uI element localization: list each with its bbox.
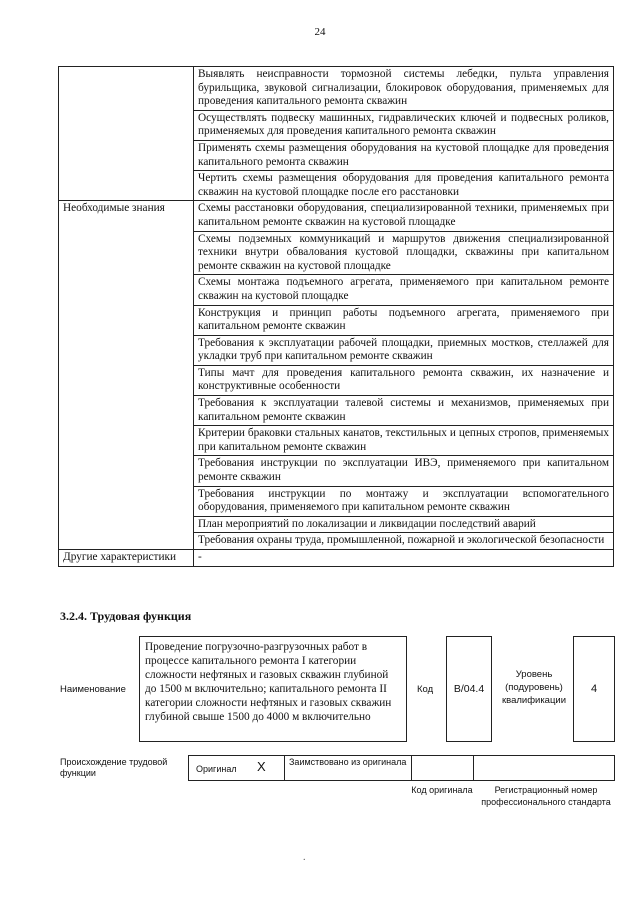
page-number: 24 <box>314 26 326 38</box>
row-item: Чертить схемы размещения оборудования для проведения капитального ремонта скважин на кустовой площадке после его расстановки <box>194 171 614 201</box>
row-item: Типы мачт для проведения капитального ремонта скважин, их назначение и конструктивные особенности <box>194 365 614 395</box>
knowledge-table <box>58 66 614 567</box>
code-original-caption: Код оригинала <box>411 785 473 795</box>
labor-function-name: Проведение погрузочно-разгрузочных работ в процессе капитального ремонта I категории сложности нефтяных и газовых скважин глубиной до 1500 м включительно; капитального ремонта II категории сложности нефтяных и газовых скважин глубиной свыше 1500 до 4000 м включительно <box>139 636 407 742</box>
row-category <box>59 67 194 201</box>
row-item: Схемы расстановки оборудования, специализированной техники, применяемых при капитальном ремонте скважин на кустовой площадке <box>194 201 614 231</box>
origin-label: Происхождение трудовой функции <box>60 757 168 778</box>
row-item: Схемы подземных коммуникаций и маршрутов движения специализированной техники внутри обвалования кустовой площадки, скважины при капитальном ремонте скважин на кустовой площадке <box>194 231 614 275</box>
row-item: Требования к эксплуатации талевой системы и механизмов, применяемых при капитальном ремонте скважин <box>194 396 614 426</box>
row-item: План мероприятий по локализации и ликвидации последствий аварий <box>194 516 614 533</box>
borrowed-label: Заимствовано из оригинала <box>289 757 407 767</box>
row-item: Требования инструкции по монтажу и эксплуатации вспомогательного оборудования, применяемого при капитальном ремонте скважин <box>194 486 614 516</box>
table-row <box>59 201 614 231</box>
footer-mark: . <box>303 852 306 863</box>
labor-function-code: B/04.4 <box>446 636 492 742</box>
row-item: Критерии браковки стальных канатов, текстильных и цепных стропов, применяемых при капитальном ремонте скважин <box>194 426 614 456</box>
table-row <box>59 550 614 567</box>
row-item: Выявлять неисправности тормозной системы лебедки, пульта управления бурильщика, звуковой сигнализации, блокировок оборудования, применяемых для проведения капитального ремонта скважин <box>194 67 614 111</box>
original-label: Оригинал <box>196 764 237 774</box>
qualification-level: 4 <box>573 636 615 742</box>
row-item: Требования охраны труда, промышленной, пожарной и экологической безопасности <box>194 533 614 550</box>
table-row <box>59 67 614 111</box>
name-label: Наименование <box>60 684 126 695</box>
row-item: Применять схемы размещения оборудования на кустовой площадке для проведения капитального ремонта скважин <box>194 140 614 170</box>
row-item: Осуществлять подвеску машинных, гидравлических ключей и подвесных роликов, применяемых для проведения капитального ремонта скважин <box>194 110 614 140</box>
level-label: Уровень (подуровень) квалификации <box>501 669 567 706</box>
origin-row <box>188 755 615 781</box>
section-title: 3.2.4. Трудовая функция <box>60 609 192 623</box>
row-category: Другие характеристики <box>59 550 194 567</box>
reg-number-caption: Регистрационный номер профессионального стандарта <box>481 785 611 807</box>
row-item: - <box>194 550 614 567</box>
row-item: Требования инструкции по эксплуатации ИВЭ, применяемого при капитальном ремонте скважин <box>194 456 614 486</box>
row-item: Схемы монтажа подъемного агрегата, применяемого при капитальном ремонте скважин на кустовой площадке <box>194 275 614 305</box>
code-label: Код <box>417 684 434 695</box>
row-item: Требования к эксплуатации рабочей площадки, приемных мостков, стеллажей для укладки труб при капитальном ремонте скважин <box>194 335 614 365</box>
original-mark: X <box>257 759 266 774</box>
row-item: Конструкция и принцип работы подъемного агрегата, применяемого при капитальном ремонте скважин <box>194 305 614 335</box>
row-category: Необходимые знания <box>59 201 194 550</box>
